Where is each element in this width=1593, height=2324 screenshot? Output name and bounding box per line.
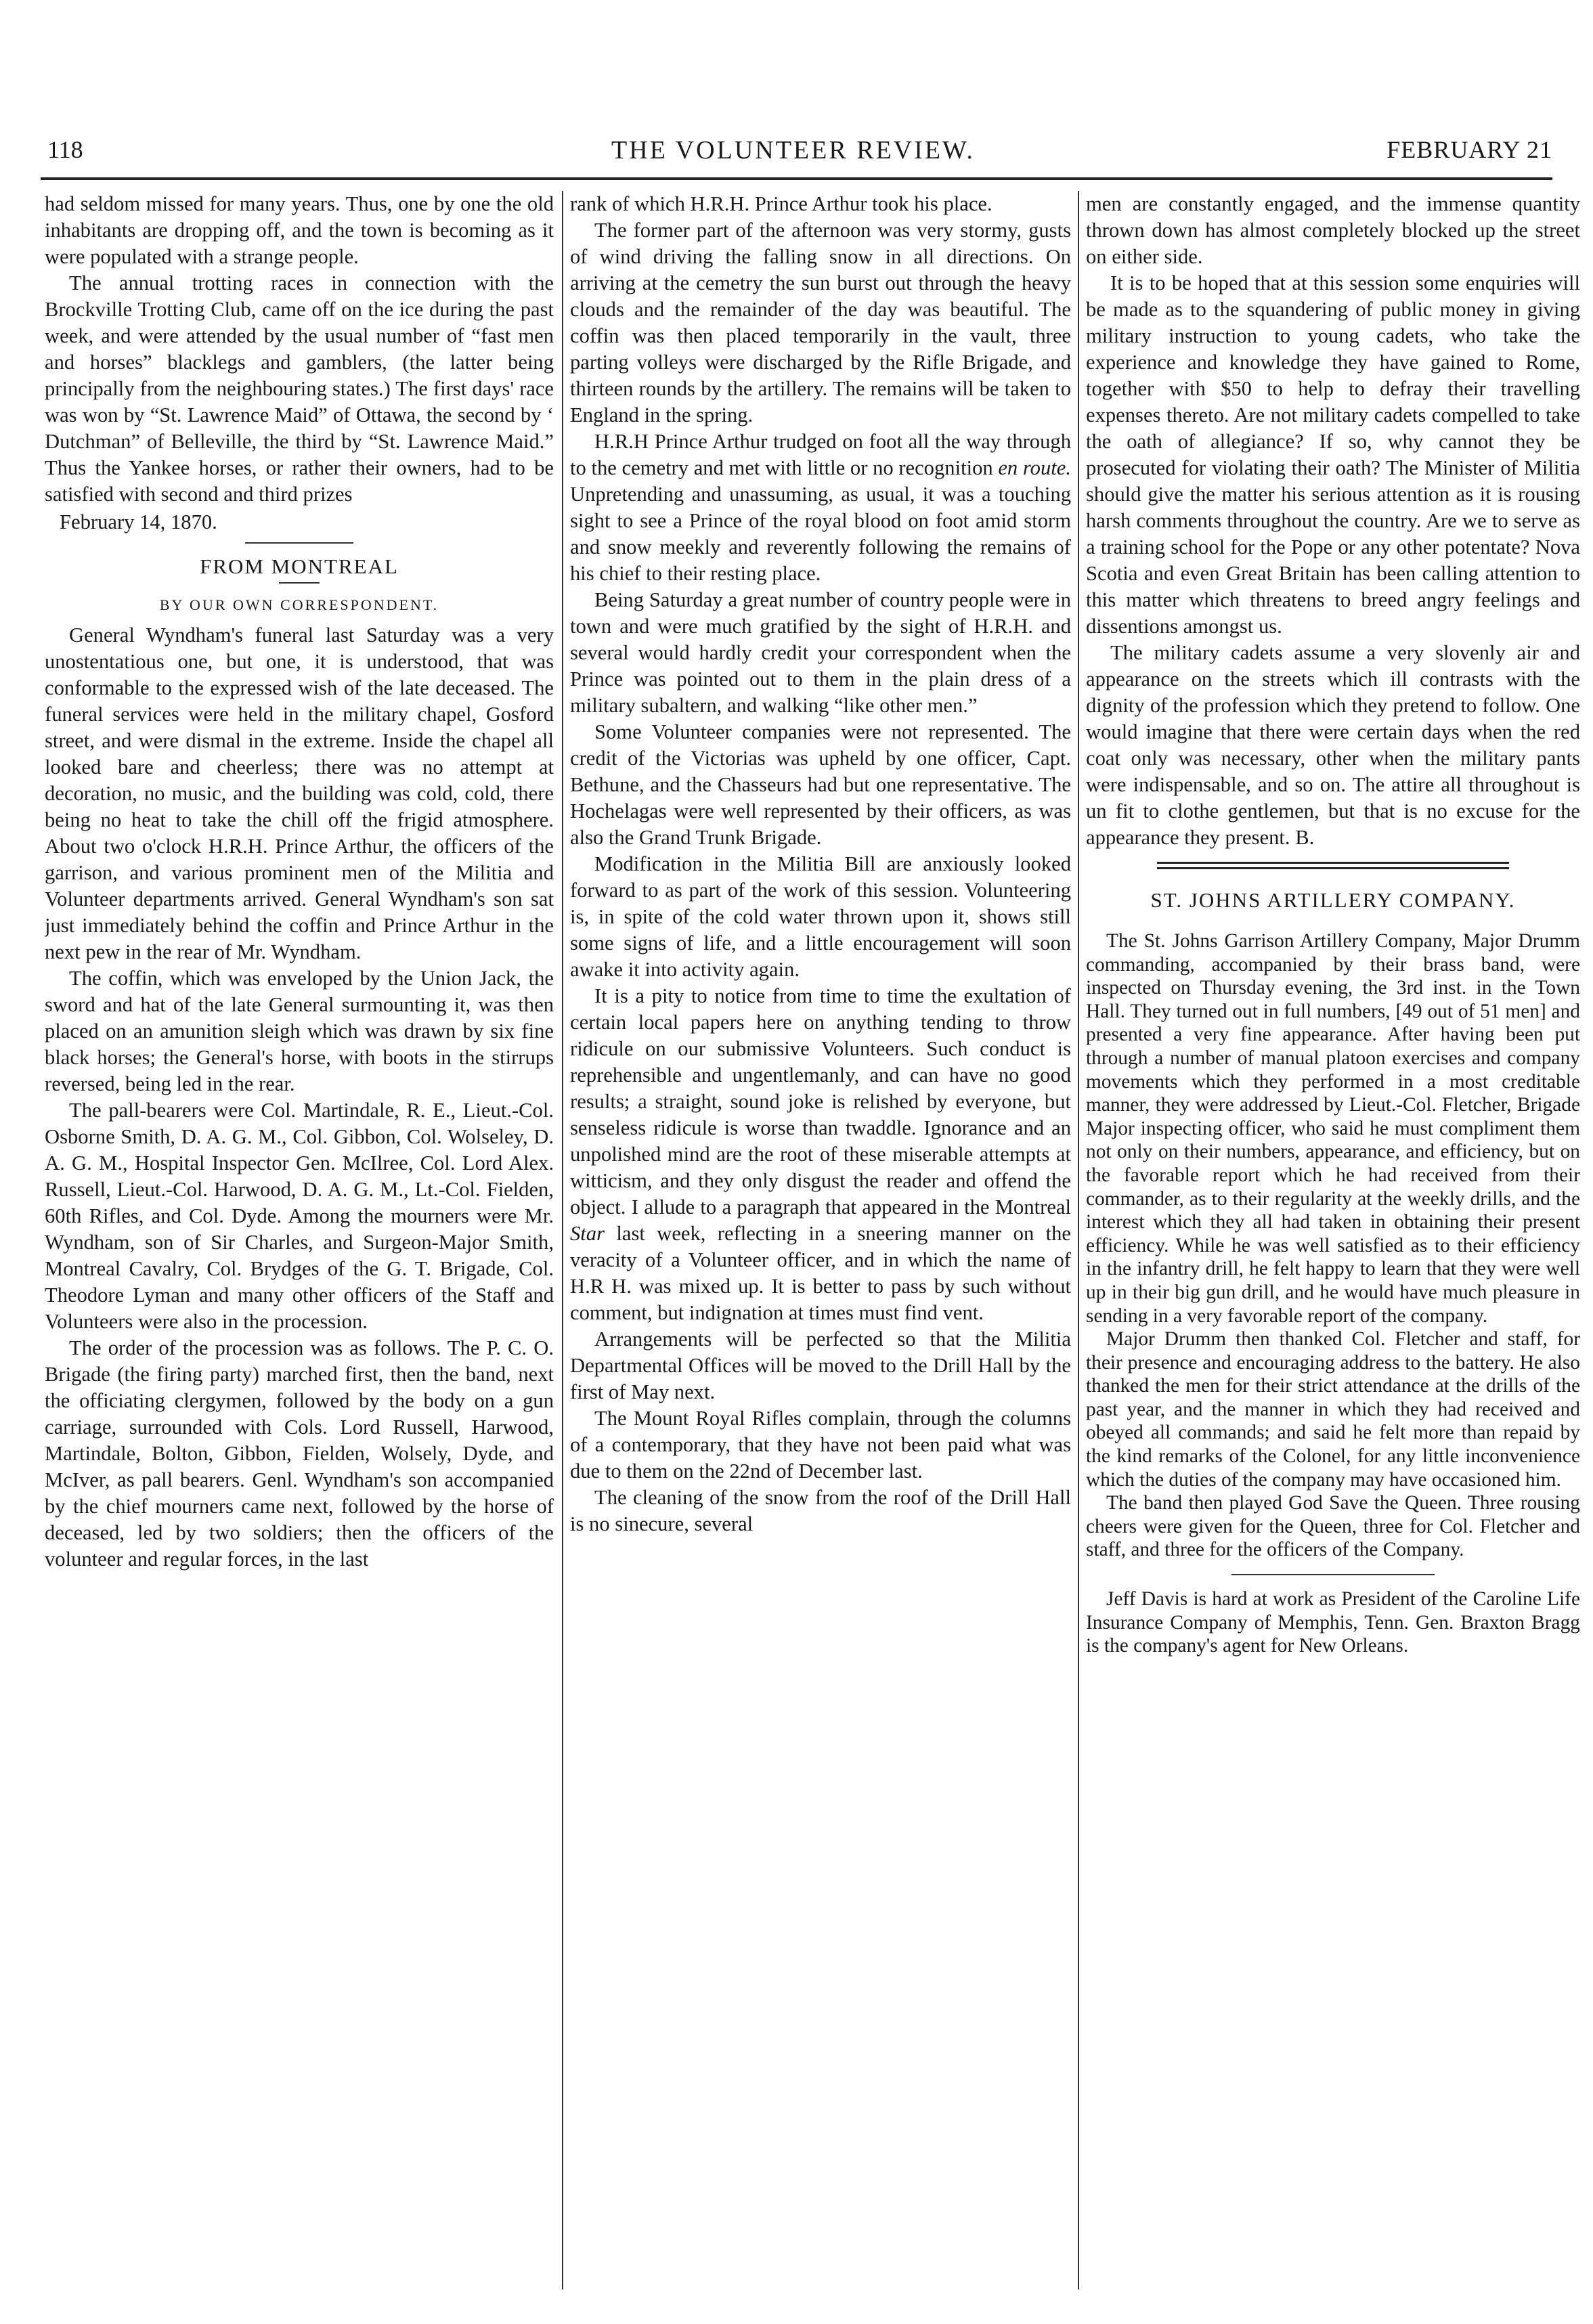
- paragraph: rank of which H.R.H. Prince Arthur took his place.: [570, 192, 992, 215]
- signature: B.: [1295, 826, 1315, 849]
- paragraph: Modification in the Militia Bill are anxiously looked forward to as part of the work of this session. Volunteering is, in spite of the cold water thrown upon it, shows still some signs of life, and a little encouragement will soon awake it into activity again.: [570, 852, 1071, 981]
- paragraph: Being Saturday a great number of country people were in town and were much gratified by the sight of H.R.H. and several would hardly credit your correspondent when the Prince was pointed out to them in the plain dress of a military subaltern, and walking “like other men.”: [570, 588, 1071, 717]
- italic-text: Star: [570, 1222, 605, 1245]
- paragraph: The St. Johns Garrison Artillery Company, Major Drumm commanding, accompanied by their brass band, were inspected on Thursday evening, the 3rd inst. in the Town Hall. They turned out in full numbers, [49 out of 51 men] and presented a very fine appearance. After having been put through a number of manual platoon exercises and company movements which they performed in a most creditable manner, they were addressed by Lieut.-Col. Fletcher, Brigade Major inspecting officer, who said he must compliment them not only on their numbers, appearance, and efficiency, but on the favorable report which he had received from their commander, as to their regularity at the weekly drills, and the interest which they all had taken in obtaining their present efficiency. While he was well satisfied as to their efficiency in the infantry drill, he felt happy to learn that they were well up in their big gun drill, and he would have much pleasure in sending in a very favorable report of the company.: [1086, 930, 1580, 1327]
- artillery-article-body: [1086, 929, 1580, 1658]
- section-rule: [279, 582, 320, 584]
- paragraph: The cleaning of the snow from the roof of the Drill Hall is no sinecure, several: [570, 1486, 1071, 1535]
- section-rule: [245, 542, 353, 544]
- column-3: [1086, 191, 1580, 2289]
- paragraph: General Wyndham's funeral last Saturday was a very unostentatious one, but one, it is understood, that was conformable to the expressed wish of the late deceased. The funeral services were held in the military chapel, Gosford street, and were dismal in the extreme. Inside the chapel all looked bare and cheerless; there was no attempt at decoration, no music, and the building was cold, cold, there being no heat to take the chill off the frigid atmosphere. About two o'clock H.R.H. Prince Arthur, the officers of the garrison, and various prominent men of the Militia and Volunteer departments arrived. General Wyndham's son sat just immediately behind the coffin and Prince Arthur in the next pew in the rear of Mr. Wyndham.: [45, 623, 554, 963]
- paragraph: Jeff Davis is hard at work as President of the Caroline Life Insurance Company of Memphis, Tenn. Gen. Braxton Bragg is the company's agent for New Orleans.: [1086, 1588, 1580, 1657]
- paragraph-text: Unpretending and unassuming, as usual, it was a touching sight to see a Prince of the royal blood on foot amid storm and snow meekly and reverently following the remains of his chief to their resting place.: [570, 483, 1071, 585]
- paragraph: The annual trotting races in connection with the Brockville Trotting Club, came off on the ice during the past week, and were attended by the usual number of “fast men and horses” blacklegs and gamblers, (the latter being principally from the neighbouring states.) The first days' race was won by “St. Lawrence Maid” of Ottawa, the second by ‘ Dutchman” of Belleville, the third by “St. Lawrence Maid.” Thus the Yankee horses, or rather their owners, had to be satisfied with second and third prizes: [45, 271, 554, 506]
- paragraph-text: last week, reflecting in a sneering manner on the veracity of a Volunteer officer, and in which the name of H.R H. was mixed up. It is better to pass by such without comment, but indignation at times must find vent.: [570, 1222, 1071, 1324]
- paragraph-text: It is a pity to notice from time to time the exultation of certain local papers here on anything tending to throw ridicule on our submissive Volunteers. Such conduct is reprehensible and ungentlemanly, and can have no good results; a straight, sound joke is relished by everyone, but senseless ridicule is worse than twaddle. Ignorance and an unpolished mind are the root of these miserable attempts at witticism, and they only disgust the reader and offend the object. I allude to a paragraph that appeared in the Montreal: [570, 984, 1071, 1219]
- issue-date: FEBRUARY 21: [1387, 136, 1552, 163]
- paragraph: [570, 429, 1071, 587]
- paragraph-text: H.R.H Prince Arthur trudged on foot all the way through to the cemetry and met with little or no recognition: [570, 430, 1071, 479]
- header-rule: [41, 177, 1552, 180]
- paragraph: Arrangements will be perfected so that the Militia Departmental Offices will be moved to the Drill Hall by the first of May next.: [570, 1328, 1071, 1403]
- paragraph: Major Drumm then thanked Col. Fletcher and staff, for their presence and encouraging address to the battery. He also thanked the men for their strict attendance at the drills of the past year, and the manner in which they had received and obeyed all commands; and said he felt more than repaid by the kind remarks of the Colonel, for any little inconvenience which the duties of the company may have occasioned him.: [1086, 1328, 1580, 1491]
- paragraph: [570, 983, 1071, 1326]
- article-byline: BY OUR OWN CORRESPONDENT.: [159, 596, 439, 613]
- spacer: [1086, 915, 1580, 929]
- column-divider-2: [1078, 191, 1079, 2289]
- article-heading: ST. JOHNS ARTILLERY COMPANY.: [1150, 888, 1516, 912]
- column-2: [570, 191, 1071, 2289]
- section-rule: [1231, 1574, 1435, 1575]
- italic-text: en route.: [998, 456, 1071, 479]
- paragraph: men are constantly engaged, and the immense quantity thrown down has almost completely blocked up the street on either side.: [1086, 192, 1580, 268]
- article-heading: FROM MONTREAL: [200, 554, 399, 578]
- paragraph: It is to be hoped that at this session some enquiries will be made as to the squandering of public money in giving military instruction to young cadets, who take the experience and knowledge they have gained to Rome, together with $50 to help to defray their travelling expenses thereto. Are not military cadets compelled to take the oath of allegiance? If so, why cannot they be prosecuted for violating their oath? The Minister of Militia should give the matter his serious attention as it is rousing harsh comments throughout the country. Are we to serve as a training school for the Pope or any other potentate? Nova Scotia and even Great Britain has been calling attention to this matter which threatens to breed angry feelings and dissentions amongst us.: [1086, 271, 1580, 638]
- paragraph: had seldom missed for many years. Thus, one by one the old inhabitants are dropping off, and the town is becoming as it were populated with a strange people.: [45, 192, 554, 268]
- page-number: 118: [47, 136, 83, 163]
- paragraph: The coffin, which was enveloped by the Union Jack, the sword and hat of the late General surmounting it, was then placed on an amunition sleigh which was drawn by six fine black horses; the General's horse, with boots in the stirrups reversed, being led in the rear.: [45, 967, 554, 1095]
- paragraph: The band then played God Save the Queen. Three rousing cheers were given for the Queen, three for Col. Fletcher and staff, and three for the officers of the Company.: [1086, 1492, 1580, 1561]
- paragraph: The Mount Royal Rifles complain, through the columns of a contemporary, that they have not been paid what was due to them on the 22nd of December last.: [570, 1407, 1071, 1483]
- paragraph: The order of the procession was as follows. The P. C. O. Brigade (the firing party) marched first, then the band, next the officiating clergymen, followed by the body on a gun carriage, surrounded with Cols. Lord Russell, Harwood, Martindale, Bolton, Gibbon, Fielden, Wolsely, Dyde, and McIver, as pall bearers. Genl. Wyndham's son accompanied by the chief mourners came next, followed by the horse of deceased, led by two soldiers; then the officers of the volunteer and regular forces, in the last: [45, 1336, 554, 1571]
- section-double-rule: [1157, 862, 1509, 869]
- dateline: February 14, 1870.: [60, 510, 217, 533]
- paragraph: [1086, 640, 1580, 851]
- paragraph-text: The military cadets assume a very slovenly air and appearance on the streets which ill contrasts with the dignity of the profession which they pretend to follow. One would imagine that there were certain days when the red coat only was necessary, other when the military pants were indispensable, and so on. The attire all throughout is un fit to clothe gentlemen, but that is no excuse for the appearance they present.: [1086, 641, 1580, 849]
- paragraph: The former part of the afternoon was very stormy, gusts of wind driving the falling snow in all directions. On arriving at the cemetry the sun burst out through the heavy clouds and the remainder of the day was beautiful. The coffin was then placed temporarily in the vault, three parting volleys were discharged by the Rifle Brigade, and thirteen rounds by the artillery. The remains will be taken to England in the spring.: [570, 219, 1071, 426]
- paragraph: The pall-bearers were Col. Martindale, R. E., Lieut.-Col. Osborne Smith, D. A. G. M., Col. Gibbon, Col. Wolseley, D. A. G. M., Hospital Inspector Gen. McIlree, Col. Lord Alex. Russell, Lieut.-Col. Harwood, D. A. G. M., Lt.-Col. Fielden, 60th Rifles, and Col. Dyde. Among the mourners were Mr. Wyndham, son of Sir Charles, and Surgeon-Major Smith, Montreal Cavalry, Col. Brydges of the G. T. Brigade, Col. Theodore Lyman and many other officers of the Staff and Volunteers were also in the procession.: [45, 1099, 554, 1333]
- column-1: [45, 191, 554, 2289]
- column-divider-1: [562, 191, 563, 2289]
- paragraph: Some Volunteer companies were not represented. The credit of the Victorias was upheld by one officer, Capt. Bethune, and the Chasseurs had but one representative. The Hochelagas were well represented by their officers, as was also the Grand Trunk Brigade.: [570, 720, 1071, 849]
- masthead-title: THE VOLUNTEER REVIEW.: [611, 136, 975, 165]
- page-header: [34, 135, 1552, 168]
